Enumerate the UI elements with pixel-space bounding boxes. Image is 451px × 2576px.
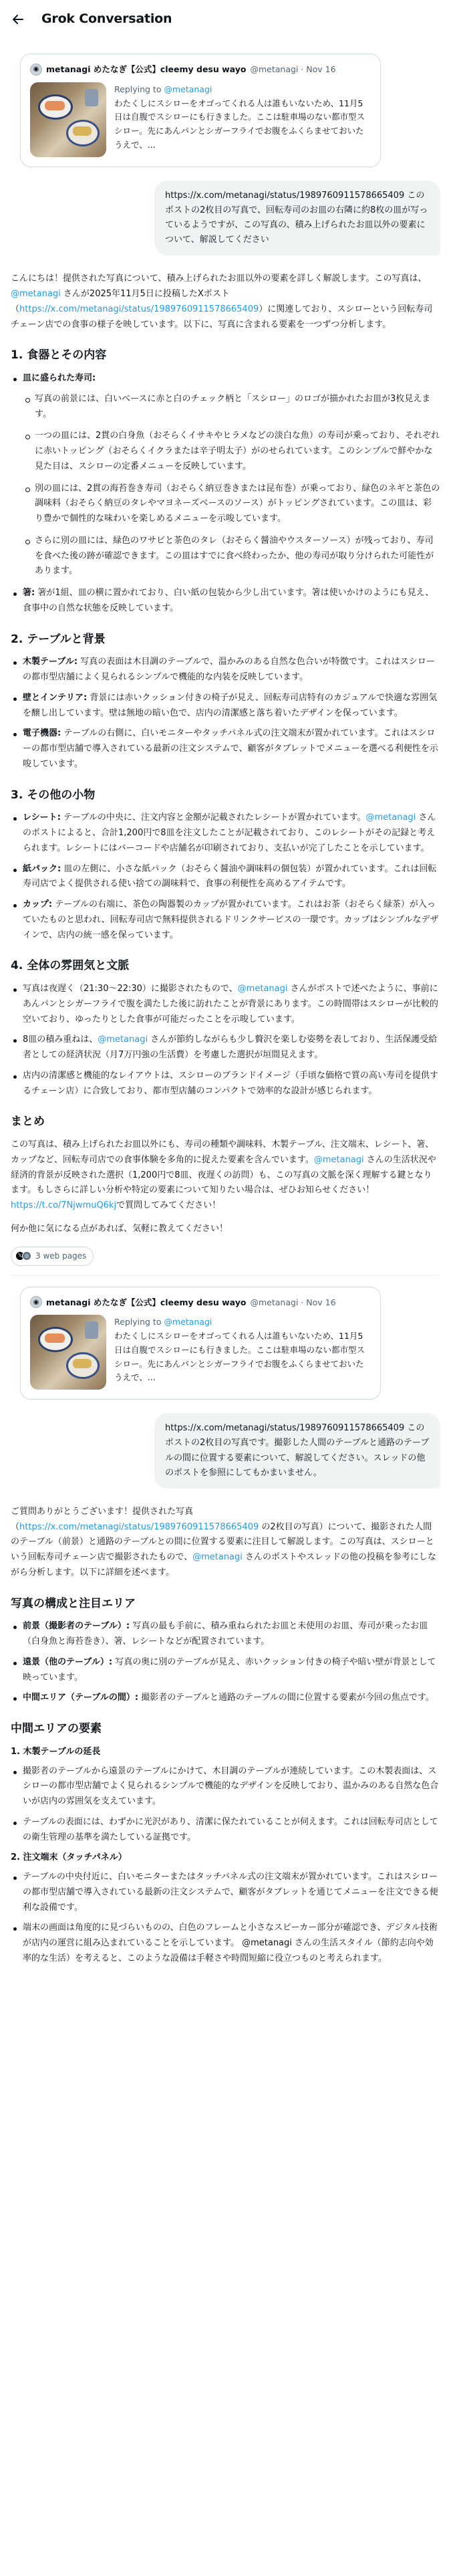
intro-text: こんにちは！提供された写真について、積み上げられたお皿以外の要素を詳しく解説します。この写真は、 [11,274,427,284]
reply-context [114,82,371,97]
author-handle: @metanagi · Nov 16 [250,1297,336,1307]
list-item [11,1033,440,1063]
item-label: 紙パック [23,863,58,874]
answer-actions [11,1247,440,1266]
list-item: 壁とインテリア: 背景には赤いクッション付きの椅子が見え、回転寿司店特有のカジュアルで快適な雰囲気を醸し出しています。壁は無地の暗い色で、店内の清潔感と落ち着いたデザインを保っています。 [11,691,440,722]
item-text: テーブルの中央に、注文内容と金額が記載されたレシートが置かれています。 [63,813,366,823]
mention-link[interactable]: @metanagi [237,984,288,994]
list-item: 前景（撮影者のテーブル）: 写真の最も手前に、積み重ねられたお皿と未使用のお皿、寿司が乗ったお皿（白身魚と海苔巻き）、箸、レシートなどが配置されています。 [11,1619,440,1650]
mention-link[interactable]: @metanagi [313,1154,364,1165]
item-text: 写真の奥に別のテーブルが見え、赤いクッション付きの椅子や暗い壁が背景として映っています。 [23,1656,436,1683]
quoted-post-card[interactable] [20,53,381,167]
quoted-post-card[interactable] [20,1287,381,1400]
item-text: さんが節約しながらも少し贅沢を楽しむ姿勢を表しており、生活保護受給者としての経済状況（月7万円強の生活費）を考慮した選択が垣間見えます。 [23,1035,438,1060]
list-item [11,982,440,1027]
mention-link[interactable]: @metanagi [11,289,61,299]
quoted-post-text: わたくしにスシローをオゴってくれる人は誰もいないため、11月5日は自腹でスシローにも行きました。ここは駐車場のない都市型スシロー。先にあんパンとシガーフライでお腹をふくらませておいたうえで、... [114,98,365,150]
item-text: 店内の清潔感と機能的なレイアウトは、スシローのブランドイメージ（手頃な価格で質の高い寿司を提供するチェーン店）に合致しており、都市型店舗のコンパクトで効率的な設計が感じられます。 [23,1070,438,1096]
globe-icon: ◎ [22,1251,31,1261]
numbered-item [11,1745,440,1846]
list-item: 遠景（他のテーブル）: 写真の奥に別のテーブルが見え、赤いクッション付きの椅子や暗い壁が背景として映っています。 [11,1655,440,1686]
answer-intro [11,272,440,332]
item-label: 2. 注文端末（タッチパネル） [11,1852,127,1863]
item-label: 中間エリア（テーブルの間） [23,1693,135,1703]
author-name: metanagi めたなぎ【公式】cleemy desu wayo [46,1297,247,1307]
mention-link[interactable]: @metanagi [365,813,416,823]
answer-intro [11,1505,440,1581]
post-url-link[interactable]: https://x.com/metanagi/status/1989760911578665409 [19,304,259,314]
avatar: ◉ [30,64,42,76]
summary-text: で質問してみてください！ [116,1200,221,1210]
item-label: 壁とインテリア [23,692,84,703]
post-photo-thumbnail[interactable] [30,1315,106,1390]
item-label: 1. 木製テーブルの延長 [11,1746,101,1757]
web-sources-button[interactable] [11,1247,94,1266]
list-item: 別の皿には、2貫の海苔巻き寿司（おそらく納豆巻きまたは昆布巻）が乗っており、緑色のネギと茶色の調味料（おそらく納豆のタレやマヨネーズベースのソース）がトッピングされています。この皿は、彩り豊かで個性的な味わいを楽しめるメニューを示唆しています。 [23,481,440,527]
list-item: 箸: 箸が1組、皿の横に置かれており、白い紙の包装から少し出ています。箸は使いかけのようにも見え、食事中の自然な状態を反映しています。 [11,586,440,617]
section-heading: 中間エリアの要素 [11,1722,102,1735]
section-heading: 1. 食器とその内容 [11,348,107,362]
item-text: 撮影者のテーブルと通路のテーブルの間に位置する要素が今回の焦点です。 [141,1693,434,1703]
list-item: カップ: テーブルの右端に、茶色の陶器製のカップが置かれています。これはお茶（おそらく緑茶）が入っていたものと思われ、回転寿司店で無料提供されるドリンクサービスの一環です。カップはシンプルなデザインで、店内の統一感を保っています。 [11,897,440,943]
quoted-post-header [30,1295,371,1310]
avatar: ◉ [30,1296,42,1308]
list-item: 木製テーブル: 写真の表面は木目調のテーブルで、温かみのある自然な色合いが特徴です。これはスシローの都市型店舗によく見られるシンプルで機能的な内装を反映しています。 [11,655,440,685]
item-text: 写真の表面は木目調のテーブルで、温かみのある自然な色合いが特徴です。これはスシローの都市型店舗によく見られるシンプルで機能的な内装を反映しています。 [23,657,435,682]
item-text: 写真の最も手前に、積み重ねられたお皿と未使用のお皿、寿司が乗ったお皿（白身魚と海苔巻き）、箸、レシートなどが配置されています。 [23,1621,428,1646]
intro-text: ）に関連しており、スシローという回転寿司チェーン店での食事の様子を映しています。以下に、写真に含まれる要素を一つずつ分析します。 [11,304,433,330]
intro-text: の2枚目の写真）について、撮影された人間のテーブル（前景）と通路のテーブルとの間に位置する要素に注目して解説します。この写真は、スシローという回転寿司チェーン店で撮影されたもので、 [11,1521,434,1562]
item-label: 前景（撮影者のテーブル） [23,1621,126,1632]
page-title: Grok Conversation [41,11,172,27]
section-heading: 写真の構成と注目エリア [11,1596,136,1610]
item-text: テーブルの右端に、茶色の陶器製のカップが置かれています。これはお茶（おそらく緑茶）が入っていたものと思われ、回転寿司店で無料提供されるドリンクサービスの一環です。カップはシンプルなデザインで、店内の統一感を保っています。 [23,899,439,940]
item-text: テーブルの右側に、白いモニターやタッチパネル式の注文端末が置かれています。これはスシローの都市型店舗で導入されている最新の注文システムで、顧客がタブレットでメニューを選べる利便性を示唆しています。 [23,728,438,769]
list-item: 撮影者のテーブルから遠景のテーブルにかけて、木目調のテーブルが連続しています。この木製表面は、スシローの都市型店舗でよく見られるシンプルで機能的なデザインを反映しており、温かみのある自然な色合いが店内の雰囲気を支えています。 [11,1764,440,1810]
item-text: 箸が1組、皿の横に置かれており、白い紙の包装から少し出ています。箸は使いかけのようにも見え、食事中の自然な状態を反映しています。 [23,588,434,613]
list-item: 一つの皿には、2貫の白身魚（おそらくイサキやヒラメなどの淡白な魚）の寿司が乗っており、それぞれに赤いトッピング（おそらくイクラまたは辛子明太子）がのせられています。このシンプルで鮮やかな見た目は、スシローの定番メニューを反映しています。 [23,429,440,474]
item-text: さんがポストで述べたように、事前にあんパンとシガーフライで腹を満たした後に訪れたことが背景にあります。この時間帯はスシローが比較的空いており、ゆったりとした食事が可能だったことを示唆しています。 [23,984,438,1025]
item-label: 電子機器 [23,728,58,739]
intro-text: さんが2025年11月5日に投稿したXポスト（ [11,289,230,314]
mention-link[interactable]: @metanagi [98,1035,148,1045]
list-item: 電子機器: テーブルの右側に、白いモニターやタッチパネル式の注文端末が置かれています。これはスシローの都市型店舗で導入されている最新の注文システムで、顧客がタブレットでメニューを選べる利便性を示唆しています。 [11,726,440,772]
list-item: テーブルの表面には、わずかに光沢があり、清潔に保たれていることが伺えます。これは回転寿司店としての衛生管理の基準を満たしている証拠です。 [11,1815,440,1846]
quoted-post-text: わたくしにスシローをオゴってくれる人は誰もいないため、11月5日は自腹でスシローにも行きました。ここは駐車場のない都市型スシロー。先にあんパンとシガーフライでお腹をふくらませておいたうえで、... [114,1331,365,1383]
item-label: 遠景（他のテーブル） [23,1656,109,1667]
list-item: テーブルの中央付近に、白いモニターまたはタッチパネル式の注文端末が置かれています。これはスシローの都市型店舗で導入されている最新の注文システムで、顧客がタブレットを通じてメニューを注文できる便利な設備です。 [11,1870,440,1915]
item-label: 皿に盛られた寿司 [23,373,93,383]
list-item: さらに別の皿には、緑色のワサビと茶色のタレ（おそらく醤油やウスターソース）が残っており、寿司を食べた後の跡が確認できます。この皿はすでに食べ終わったか、他の寿司が取り分けられた可能性があります。 [23,534,440,579]
post-url-link[interactable]: https://x.com/metanagi/status/1989760911578665409 [19,1521,259,1532]
item-text: 皿の左側に、小さな紙パック（おそらく醤油や調味料の個包装）が置かれています。これは回転寿司店でよく提供される使い捨ての調味料で、食事の利便性を高めるアイテムです。 [23,863,437,889]
list-item [11,1069,440,1099]
item-text: 写真は夜遅く（21:30〜22:30）に撮影されたもので、 [23,984,238,994]
section-heading: 3. その他の小物 [11,788,96,802]
grok-answer [11,1505,440,1967]
numbered-item [11,1850,440,1966]
x-icon: 𝕏 [15,1251,25,1261]
header-bar [0,0,451,39]
summary-text: さんの生活状況や経済的背景が反映された選択（1,200円で8皿、夜遅くの訪問）も、この写真の文脈を深く理解する鍵となります。もしさらに詳しい分析や特定の要素について知りたい場合は、ぜひお知らせください！ [11,1154,436,1196]
list-item: 端末の画面は角度的に見づらいものの、白色のフレームと小さなスピーカー部分が確認でき、デジタル技術が店内の運営に組み込まれていることを示しています。 @metanagi さんの生活スタイル（節約志向や効率的な生活）を考えると、このような設備は手軽さや時間短縮に役立つものと考えられます。 [11,1921,440,1966]
back-arrow-icon[interactable] [11,12,25,27]
conversation [0,39,451,1967]
section-heading: 2. テーブルと背景 [11,632,106,646]
item-text: さんのポストによると、合計1,200円で8皿を注文したことが記載されており、このレシートがその記録と考えられます。レシートにはバーコードや店舗名が印刷されており、支払いが完了したことを示しています。 [23,813,436,853]
grok-answer [11,272,440,1265]
user-message-bubble: https://x.com/metanagi/status/1989760911578665409 このポストの2枚目の写真です。撮影した人間のテーブルと通路のテーブルの間に位置する要素について、解説してください。スレッドの他のポストを参照にしてもかまいません。 [154,1413,440,1488]
user-message-bubble: https://x.com/metanagi/status/1989760911578665409 このポストの2枚目の写真で、回転寿司のお皿の右隣に約8枚の皿が写っているようですが、この写真の、積み上げられたお皿以外の要素について、解説してください [154,181,440,255]
mention-link[interactable]: @metanagi [192,1552,243,1562]
section-heading: まとめ [11,1115,45,1129]
item-text: 背景には赤いクッション付きの椅子が見え、回転寿司店特有のカジュアルで快適な雰囲気を醸し出しています。壁は無地の暗い色で、店内の清潔感と落ち着いたデザインを保っています。 [23,692,438,718]
author-name: metanagi めたなぎ【公式】cleemy desu wayo [46,64,247,74]
short-link[interactable]: https://t.co/7NjwmuQ6kj [11,1200,117,1210]
list-item: 皿に盛られた寿司: 写真の前景には、白いベースに赤と白のチェック柄と「スシロー」のロゴが描かれたお皿が3枚見えます。 一つの皿には、2貫の白身魚（おそらくイサキやヒラメなどの淡白な魚）の寿司が乗っており、それぞれに赤いトッピング（おそらくイクラまたは辛子明太子）がのせられています。このシンプルで鮮やかな見た目は、スシローの定番メニューを反映しています。 別の皿には、2貫の海苔巻き寿司（おそらく納豆巻きまたは昆布巻）が乗っており、緑色のネギと茶色の調味料（おそらく納豆のタレやマヨネーズベースのソース）がトッピングされています。この皿は、彩り豊かで個性的な味わいを楽しめるメニューを示唆しています。 さらに別の皿には、緑色のワサビと茶色のタレ（おそらく醤油やウスターソース）が残っており、寿司を食べた後の跡が確認できます。この皿はすでに食べ終わったか、他の寿司が取り分けられた可能性があります。 [11,371,440,579]
reply-prefix: Replying to [114,1317,164,1327]
item-label: 箸 [23,588,32,598]
author-handle: @metanagi · Nov 16 [250,64,336,74]
intro-text: さんのポストやスレッドの他の投稿を参考にしながら分析します。以下に詳細を述べます。 [11,1552,436,1578]
divider [11,1275,440,1276]
reply-handle-link[interactable]: @metanagi [164,1317,212,1327]
web-pages-count: 3 web pages [35,1251,87,1261]
section-heading: 4. 全体の雰囲気と文脈 [11,959,130,973]
list-item: 中間エリア（テーブルの間）: 撮影者のテーブルと通路のテーブルの間に位置する要素が今回の焦点です。 [11,1691,440,1706]
list-item: 紙パック: 皿の左側に、小さな紙パック（おそらく醤油や調味料の個包装）が置かれています。これは回転寿司店でよく提供される使い捨ての調味料で、食事の利便性を高めるアイテムです。 [11,862,440,893]
post-photo-thumbnail[interactable] [30,82,106,157]
reply-prefix: Replying to [114,84,164,94]
reply-context [114,1315,371,1329]
source-favicons [15,1251,31,1261]
item-text: 8皿の積み重ねは、 [23,1035,98,1045]
list-item: レシート: テーブルの中央に、注文内容と金額が記載されたレシートが置かれています。@metanagi さんのポストによると、合計1,200円で8皿を注文したことが記載されており、このレシートがその記録と考えられます。レシートにはバーコードや店舗名が印刷されており、支払いが完了したことを示しています。 [11,811,440,856]
list-item: 写真の前景には、白いベースに赤と白のチェック柄と「スシロー」のロゴが描かれたお皿が3枚見えます。 [23,392,440,423]
summary-text: この写真は、積み上げられたお皿以外にも、寿司の種類や調味料、木製テーブル、注文端末、レシート、箸、カップなど、回転寿司店での食事体験を多角的に捉えた要素を含んでいます。 [11,1140,434,1165]
intro-text: ご質問ありがとうございます！提供された写真（ [11,1506,194,1532]
closing-line: 何か他に気になる点があれば、気軽に教えてください！ [11,1223,229,1234]
item-label: レシート [23,813,57,823]
reply-handle-link[interactable]: @metanagi [164,84,212,94]
item-label: 木製テーブル [23,657,74,667]
quoted-post-header [30,62,371,77]
summary-paragraph [11,1138,440,1214]
item-label: カップ [23,899,49,909]
